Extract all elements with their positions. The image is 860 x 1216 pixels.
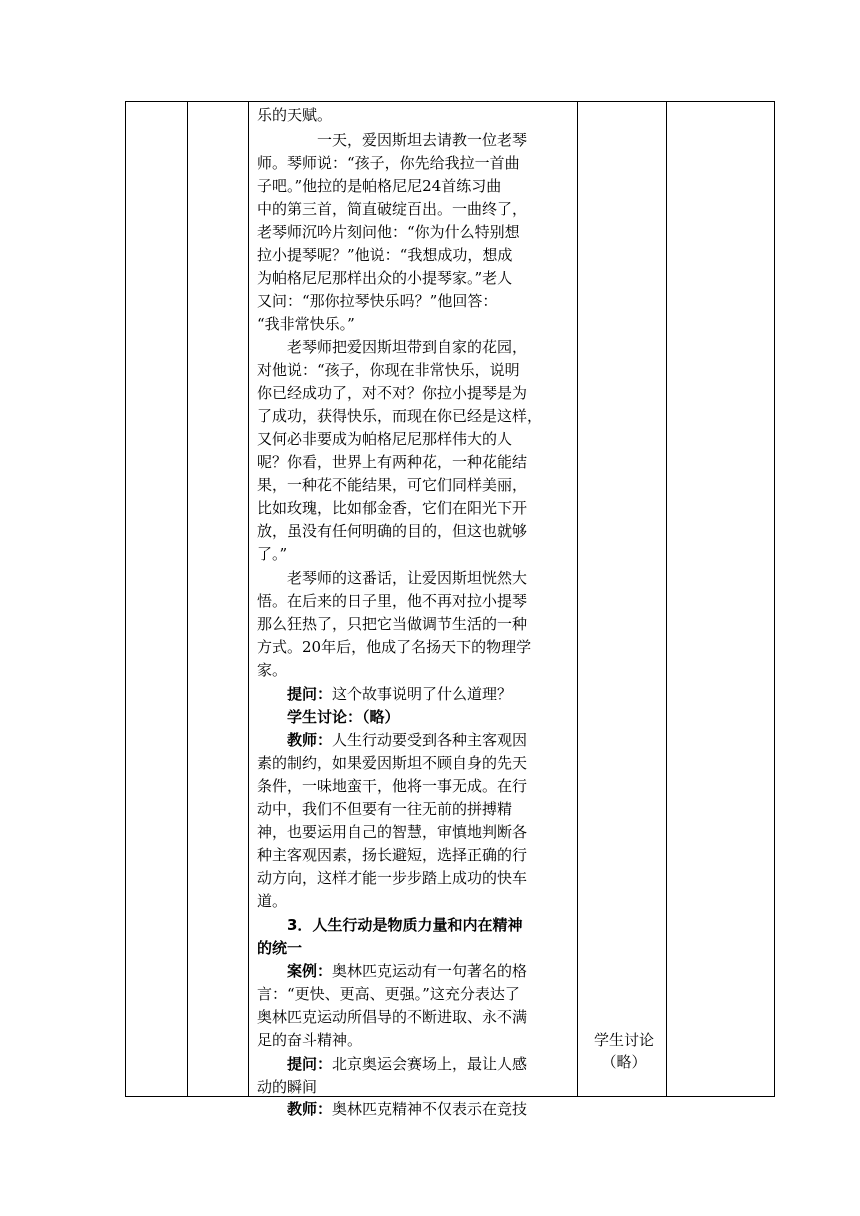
question-line [287,1054,527,1074]
teacher-line: 条件，一味地蛮干，他将一事无成。在行 [257,777,528,795]
case-label: 案例： [287,962,333,980]
story-line: 老琴师沉吟片刻问他：“你为什么特别想 [257,223,520,241]
question-text: 这个故事说明了什么道理？ [332,685,513,703]
story-line: 方式。20年后，他成了名扬天下的物理学 [257,638,532,656]
story-line: 对他说：“孩子，你现在非常快乐，说明 [257,361,520,379]
story-line: 悟。在后来的日子里，他不再对拉小提琴 [257,592,528,610]
lesson-table [125,101,775,1097]
story-line: 为帕格尼尼那样出众的小提琴家。”老人 [257,269,513,287]
story-line: 乐的天赋。 [257,106,333,124]
story-line: 家。 [257,661,288,679]
teacher-label: 教师： [287,731,333,749]
case-line: 足的奋斗精神。 [257,1031,363,1049]
question-line: 动的瞬间 [257,1078,318,1096]
story-line: 老琴师把爱因斯坦带到自家的花园， [287,338,528,356]
story-line: 了成功，获得快乐，而现在你已经是这样， [257,407,543,425]
question-line [287,684,512,704]
teacher-line: 素的制约，如果爱因斯坦不顾自身的先天 [257,754,528,772]
question-text: 北京奥运会赛场上，最让人感 [332,1055,528,1073]
case-line: 言：“更快、更高、更强。”这充分表达了 [257,985,520,1003]
story-line: 又何必非要成为帕格尼尼那样伟大的人 [257,430,513,448]
section-heading-text: 的统一 [257,939,303,957]
story-line: 拉小提琴呢？”他说：“我想成功，想成 [257,246,513,264]
teacher-line [287,730,527,750]
teacher-line: 动方向，这样才能一步步踏上成功的快车 [257,869,528,887]
story-line: 老琴师的这番话，让爱因斯坦恍然大 [287,569,528,587]
discussion-line [287,707,400,727]
student-activity-line: 学生讨论 [593,1031,654,1049]
story-line: “我非常快乐。” [257,315,355,333]
story-line: 呢？你看，世界上有两种花，一种花能结 [257,453,528,471]
case-line: 奥林匹克运动所倡导的不断进取、永不满 [257,1008,528,1026]
column-divider [577,102,578,1096]
teacher-line [287,1099,527,1119]
teacher-text: 人生行动要受到各种主客观因 [332,731,528,749]
teacher-label: 教师： [287,1100,333,1118]
story-line: 中的第三首，简直破绽百出。一曲终了， [257,200,528,218]
teacher-line: 动中，我们不但要有一往无前的拼搏精 [257,800,513,818]
story-line: 放，虽没有任何明确的目的，但这也就够 [257,522,528,540]
student-activity-cell [579,1029,669,1073]
case-text: 奥林匹克运动有一句著名的格 [332,962,528,980]
student-activity-line: （略） [601,1053,647,1071]
column-divider [248,102,249,1096]
case-line [287,961,527,981]
section-heading [287,915,522,935]
story-line: 比如玫瑰，比如郁金香，它们在阳光下开 [257,499,528,517]
story-line: 果，一种花不能结果，可它们同样美丽， [257,476,528,494]
section-heading-text: 3．人生行动是物质力量和内在精神 [287,916,523,934]
question-label: 提问： [287,1055,333,1073]
section-heading [257,938,302,958]
teacher-line: 神，也要运用自己的智慧，审慎地判断各 [257,823,528,841]
teacher-line: 种主客观因素，扬长避短，选择正确的行 [257,846,528,864]
discussion-text: 学生讨论：（略） [287,708,400,726]
column-divider [666,102,667,1096]
story-line: 你已经成功了，对不对？你拉小提琴是为 [257,384,528,402]
question-label: 提问： [287,685,333,703]
column-divider [187,102,188,1096]
story-line: 那么狂热了，只把它当做调节生活的一种 [257,615,528,633]
teacher-text: 奥林匹克精神不仅表示在竞技 [332,1100,528,1118]
story-line: 了。” [257,545,288,563]
story-line: 子吧。”他拉的是帕格尼尼24首练习曲 [257,177,502,195]
story-line: 又问：“那你拉琴快乐吗？”他回答： [257,292,498,310]
teacher-line: 道。 [257,892,288,910]
story-line: 师。琴师说：“孩子，你先给我拉一首曲 [257,154,520,172]
story-line: 一天，爱因斯坦去请教一位老琴 [317,131,528,149]
